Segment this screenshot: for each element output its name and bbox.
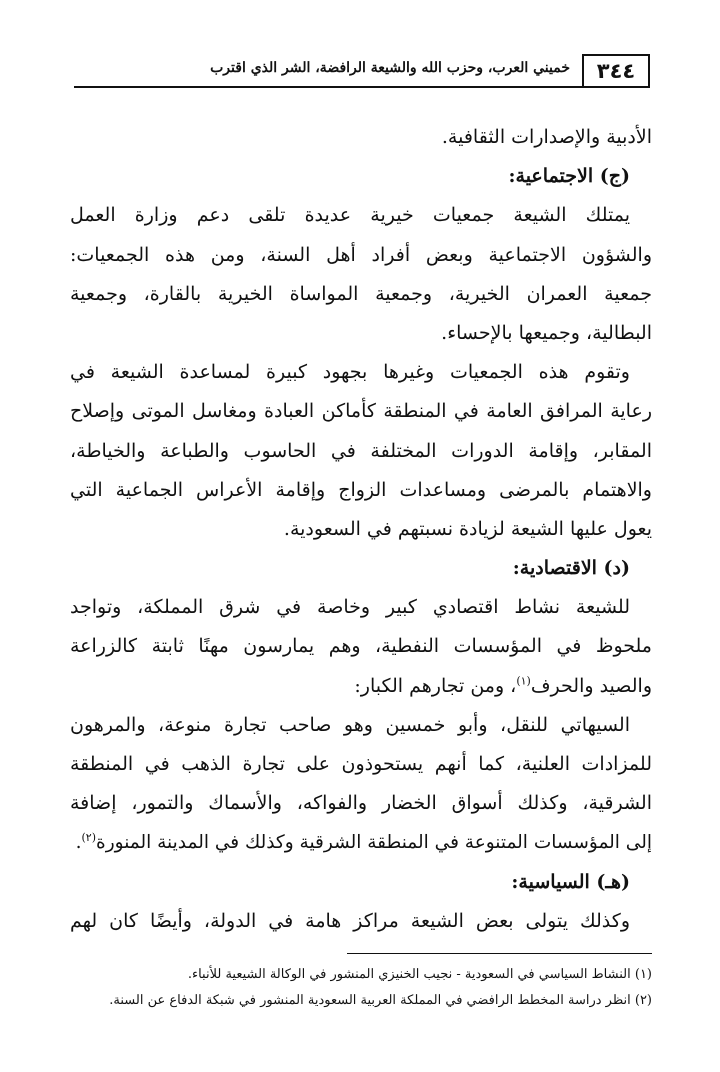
paragraph-line: وتقوم هذه الجمعيات وغيرها بجهود كبيرة لمساعدة الشيعة في — [70, 361, 630, 384]
footnote-ref: (١) — [516, 674, 531, 688]
paragraph-line: جمعية العمران الخيرية، وجمعية المواساة الخيرية بالقارة، وجمعية — [70, 282, 652, 305]
paragraph-line: والاهتمام بالمرضى ومساعدات الزواج وإقامة الأعراس الجماعية التي — [70, 478, 652, 501]
page-header — [60, 54, 650, 94]
line-text: والصيد والحرف — [530, 674, 652, 697]
paragraph-line: للشيعة نشاط اقتصادي كبير وخاصة في شرق المملكة، وتواجد — [70, 596, 630, 619]
section-heading: (ج) الاجتماعية: — [508, 165, 630, 188]
paragraph-line: ملحوظ في المؤسسات النفطية، وهم يمارسون مهنًا ثابتة كالزراعة — [70, 635, 652, 658]
footnote-separator — [347, 953, 652, 954]
paragraph-line: والشؤون الاجتماعية وبعض أفراد أهل السنة، ومن هذه الجمعيات: — [70, 243, 652, 266]
paragraph-line: الأدبية والإصدارات الثقافية. — [441, 126, 652, 148]
paragraph-line: المقابر، وإقامة الدورات المختلفة في الحاسوب والطباعة والخياطة، — [70, 439, 652, 462]
paragraph-line: البطالية، وجميعها بالإحساء. — [441, 321, 652, 344]
paragraph-line: يمتلك الشيعة جمعيات خيرية عديدة تلقى دعم وزارة العمل — [70, 204, 630, 227]
paragraph-line — [70, 667, 652, 706]
section-heading: (هـ) السياسية: — [511, 870, 630, 893]
line-text: إلى المؤسسات المتنوعة في المنطقة الشرقية وكذلك في المدينة المنورة — [96, 832, 652, 854]
footnote: (١) النشاط السياسي في السعودية - نجيب الخنيزي المنشور في الوكالة الشيعية للأنباء. — [187, 967, 652, 982]
paragraph-line: السيهاتي للنقل، وأبو خمسين وهو صاحب تجارة منوعة، والمرهون — [70, 713, 630, 736]
paragraph-line: يعول عليها الشيعة لزيادة نسبتهم في السعودية. — [283, 517, 652, 540]
paragraph-line — [70, 823, 652, 862]
paragraph-line: وكذلك يتولى بعض الشيعة مراكز هامة في الدولة، وأيضًا كان لهم — [70, 909, 630, 932]
paragraph-line: رعاية المرافق العامة في المنطقة كأماكن العبادة ومغاسل الموتى وإصلاح — [70, 400, 652, 423]
paragraph-line: الشرقية، وكذلك أسواق الخضار والفواكه، والأسماك والتمور، إضافة — [70, 792, 652, 815]
footnote: (٢) انظر دراسة المخطط الرافضي في المملكة العربية السعودية المنشور في شبكة الدفاع عن السنة. — [109, 993, 652, 1008]
footnotes — [70, 962, 652, 1014]
line-text: . — [75, 832, 82, 854]
body-text — [70, 118, 652, 941]
line-text: ، ومن تجارهم الكبار: — [354, 674, 517, 697]
page-number: ٣٤٤ — [582, 54, 650, 88]
section-heading: (د) الاقتصادية: — [512, 557, 630, 580]
running-title: خميني العرب، وحزب الله والشيعة الرافضة، الشر الذي اقترب — [210, 60, 570, 76]
header-rule — [74, 86, 582, 88]
paragraph-line: للمزادات العلنية، كما أنهم يستحوذون على تجارة الذهب في المنطقة — [70, 753, 652, 775]
footnote-ref: (٢) — [81, 831, 97, 845]
